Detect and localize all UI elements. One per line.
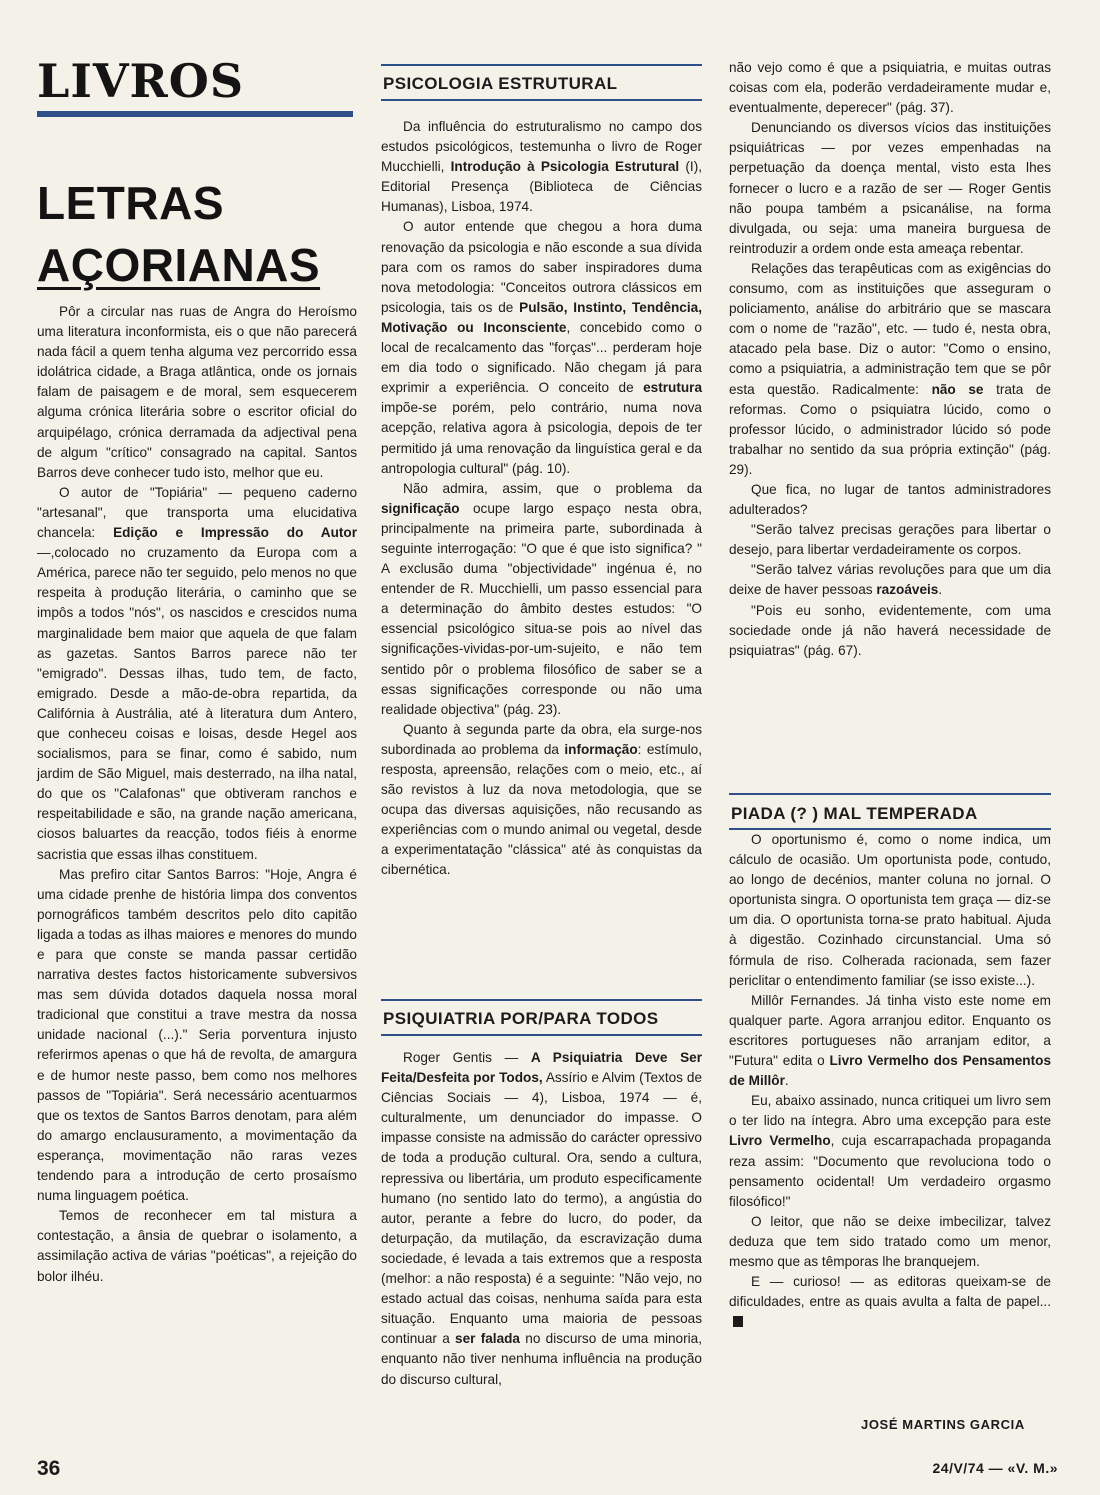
col3-paragraph: "Serão talvez precisas gerações para libertar o desejo, para libertar verdadeiramente os corpos. xyxy=(729,522,1051,558)
col3-paragraph: O leitor, que não se deixe imbecilizar, talvez deduza que tem sido tratado como um menor, mesmo que as têmporas lhe branquejem. xyxy=(729,1213,1051,1269)
issue-footer: 24/V/74 — «V. M.» xyxy=(932,1460,1058,1476)
col2-paragraph: O autor entende que chegou a hora duma renovação da psicologia e não esconde a sua dívida para com os ramos do saber inspiradores duma nova metodologia: "Conceitos outrora clássicos em psicologia, tais os de Pulsão, Instinto, Tendência, Motivação ou Inconsciente, concebido como o local de recalcamento das "forças"... perderam hoje em dia todo o significado. Não chegam já para exprimir a experiência. O conceito de estrutura impõe-se porém, pelo contrário, numa nova acepção, relativa agora à psicologia, depois de ter permitido já uma renovação da linguística geral e da antropologia cultural" (pág. 10). xyxy=(381,219,702,476)
col3-paragraph: Que fica, no lugar de tantos administradores adulterados? xyxy=(729,481,1051,518)
heading-rule xyxy=(381,999,702,1001)
col3-paragraph: Denunciando os diversos vícios das instituições psiquiátricas — por vezes empenhadas na perpetuação da doença mental, visto esta lhes fornecer o lucro e a razão de ser — Roger Gentis não poupa também a psicanálise, na forma divulgada, ou seja: uma maneira burguesa de reintroduzir a ordem onde esta ameaça rebentar. xyxy=(729,120,1051,256)
heading-rule xyxy=(381,64,702,66)
col2-paragraph: Roger Gentis — A Psiquiatria Deve Ser Feita/Desfeita por Todos, Assírio e Alvim (Textos de Ciências Sociais — 4), Lisboa, 1974 — é, culturalmente, um denunciador do impasse. O impasse consiste na admissão do carácter opressivo de toda a produção cultural. Ora, sendo a cultura, repressiva ou libertária, um produto especificamente humano (no sentido lato do termo), a angústia do autor, perante a febre do lucro, do poder, da deturpação, da mutilação, da escravização duma sociedade, é levada a tais extremos que a resposta (melhor: a não resposta) é a seguinte: "Não vejo, no estado actual das coisas, nenhuma saída para esta situação. Enquanto uma maioria de pessoas continuar a ser falada no discurso de uma minoria, enquanto não tiver nenhuma influência na produção do discurso cultural, xyxy=(381,1050,703,1387)
col3-paragraph: "Pois eu sonho, evidentemente, com uma sociedade onde já não haverá necessidade de psiquiatras" (pág. 67). xyxy=(729,602,1051,658)
section-label: LIVROS xyxy=(37,54,245,108)
col2-body-top xyxy=(381,117,702,881)
section-underline xyxy=(37,111,353,117)
col3-body-top xyxy=(729,58,1051,661)
col2-paragraph: Quanto à segunda parte da obra, ela surge-nos subordinada ao problema da informação: estímulo, resposta, apreensão, relações com o meio, etc., aí são revistos à luz da nova metodologia, que se ocupa das diversas aquisições, não recusando as experiências com o mundo animal ou vegetal, desde a experimentatação "clássica" até às conquistas da cibernética. xyxy=(381,721,702,878)
col1-paragraph: Mas prefiro citar Santos Barros: "Hoje, Angra é uma cidade prenhe de história limpa dos conventos pornográficos também descritos pelo dito capitão ligada a todas as ilhas maiores e menores do mundo e para que conste se manda passar certidão narrativa destes factos historicamente subversivos mas sem dúvida dotados daquela nossa moral tradicional que constitui a trave mestra da nossa unidade nacional (...)." Seria porventura injusto referirmos apenas o que há de revolta, de amargura e de humor neste passo, bem como nos melhores passos de "Topiária". Será necessário acentuarmos que os textos de Santos Barros denotam, para além do amargo enclausuramento, a movimentação da esperança, movimentação não raras vezes tendendo para a introdução de certo prosaísmo numa linguagem poética. xyxy=(37,866,357,1204)
heading-rule xyxy=(381,99,702,101)
col1-body xyxy=(37,302,357,1287)
col1-paragraph: Pôr a circular nas ruas de Angra do Heroísmo uma literatura inconformista, eis o que não parecerá nada fácil a quem tenha alguma vez percorrido essa idolátrica cidade, a Braga atlântica, onde os jornais falam de paisagem e de moral, sem esquecerem alguma crónica literária sobre o escritor oficial do arquipélago, crónica derramada da adjectival pena de algum "crítico" consagrado na capital. Santos Barros deve conhecer tudo isto, melhor que eu. xyxy=(37,304,357,480)
col1-paragraph: O autor de "Topiária" — pequeno caderno "artesanal", que transporta uma elucidativa chancela: Edição e Impressão do Autor —,colocado no cruzamento da Europa com a América, parece não ter seguido, pelo menos no que respeita à produção literária, o caminho que se impôs a todos "nós", os nascidos e crescidos numa marginalidade bem maior que aquela de que falam as gazetas. Santos Barros parece não ter "emigrado". Dessas ilhas, tudo tem, de facto, emigrado. Desde a mão-de-obra repartida, da Califórnia à Austrália, até à literatura dum Antero, que conheceu coisas e loisas, desde Hegel aos socialismos, para se finar, como é sabido, num jardim de São Miguel, mais desterrado, na ilha natal, do que os "Calafonas" que obtiveram ranchos e respeitabilidade e são, na grande nação americana, ciosos baluartes da reacção, todos fiéis à enorme sacristia que essas ilhas constituem. xyxy=(37,484,357,862)
heading-rule xyxy=(381,1034,702,1036)
col3-paragraph: O oportunismo é, como o nome indica, um cálculo de ocasião. Um oportunista pode, contudo, ao longo de decénios, manter coluna no jornal. O oportunista singra. O oportunista tem graça — diz-se um dia. O oportunista torna-se prato habitual. Ajuda à digestão. Cozinhado circunstancial. Uma só fórmula de riso. Colherada racionada, sem fazer periclitar o entendimento familiar (se isso existe...). xyxy=(729,832,1051,988)
headline-line-1: LETRAS xyxy=(37,177,224,229)
heading-piada: PIADA (? ) MAL TEMPERADA xyxy=(731,804,978,823)
col3-paragraph: não vejo como é que a psiquiatria, e muitas outras coisas com ela, poderão verdadeiramente mudar e, eventualmente, deperecer" (pág. 37). xyxy=(729,60,1051,116)
col3-paragraph: Eu, abaixo assinado, nunca critiquei um livro sem o ter lido na íntegra. Abro uma excepção para este Livro Vermelho, cuja escarrapachada propaganda reza assim: "Documento que revoluciona todo o pensamento ocidental! Um verdadeiro orgasmo filosófico!" xyxy=(729,1093,1051,1209)
heading-rule xyxy=(729,793,1051,795)
col2-body-bottom xyxy=(381,1048,702,1390)
col1-paragraph: Temos de reconhecer em tal mistura a contestação, a ânsia de quebrar o isolamento, a assimilação activa de várias "poéticas", a rejeição do bolor ilhéu. xyxy=(37,1208,357,1284)
col2-paragraph: Da influência do estruturalismo no campo dos estudos psicológicos, testemunha o livro de Roger Mucchielli, Introdução à Psicologia Estrutural (I), Editorial Presença (Biblioteca de Ciências Humanas), Lisboa, 1974. xyxy=(381,119,702,215)
heading-psicologia-estrutural: PSICOLOGIA ESTRUTURAL xyxy=(383,74,618,93)
heading-psiquiatria: PSIQUIATRIA POR/PARA TODOS xyxy=(383,1009,659,1028)
article-headline xyxy=(37,172,357,296)
headline-line-2: AÇORIANAS xyxy=(37,239,321,291)
col3-body-bottom xyxy=(729,830,1051,1332)
col2-paragraph: Não admira, assim, que o problema da significação ocupe largo espaço nesta obra, principalmente na primeira parte, subordinada à seguinte interrogação: "O que é que isto significa? " A exclusão duma "objectividade" ingénua é, no entender de R. Mucchielli, um passo essencial para a determinação do âmbito destes estudos: "O essencial psicológico situa-se pois ao nível das significações-vividas-por-um-sujeito, e não tem sentido pôr o problema filosófico de saber se a essas significações corresponde ou não uma realidade objectiva" (pág. 23). xyxy=(381,480,702,717)
end-mark-icon xyxy=(733,1316,743,1327)
col3-paragraph: Relações das terapêuticas com as exigências do consumo, com as instituições que asseguram o policiamento, análise do arbitrário que se mascara com o nome de "razão", etc. — tudo é, nesta obra, atacado pela base. Diz o autor: "Como o ensino, como a psiquiatria, a administração tem que se pôr esta questão. Radicalmente: não se trata de reformas. Como o psiquiatra lúcido, como o professor lúcido, o administrador lúcido só pode trabalhar no sentido da sua própria extinção" (pág. 29). xyxy=(729,260,1051,477)
col3-paragraph: Millôr Fernandes. Já tinha visto este nome em qualquer parte. Agora arranjou editor. Enquanto os escritores portugueses não arranjam editor, a "Futura" edita o Livro Vermelho dos Pensamentos de Millôr. xyxy=(729,992,1052,1089)
col3-paragraph: E — curioso! — as editoras queixam-se de dificuldades, entre as quais avulta a falta de papel... xyxy=(729,1272,1051,1332)
page-number: 36 xyxy=(37,1457,61,1480)
author-signature: JOSÉ MARTINS GARCIA xyxy=(861,1417,1025,1432)
col3-paragraph: "Serão talvez várias revoluções para que um dia deixe de haver pessoas razoáveis. xyxy=(729,562,1051,598)
